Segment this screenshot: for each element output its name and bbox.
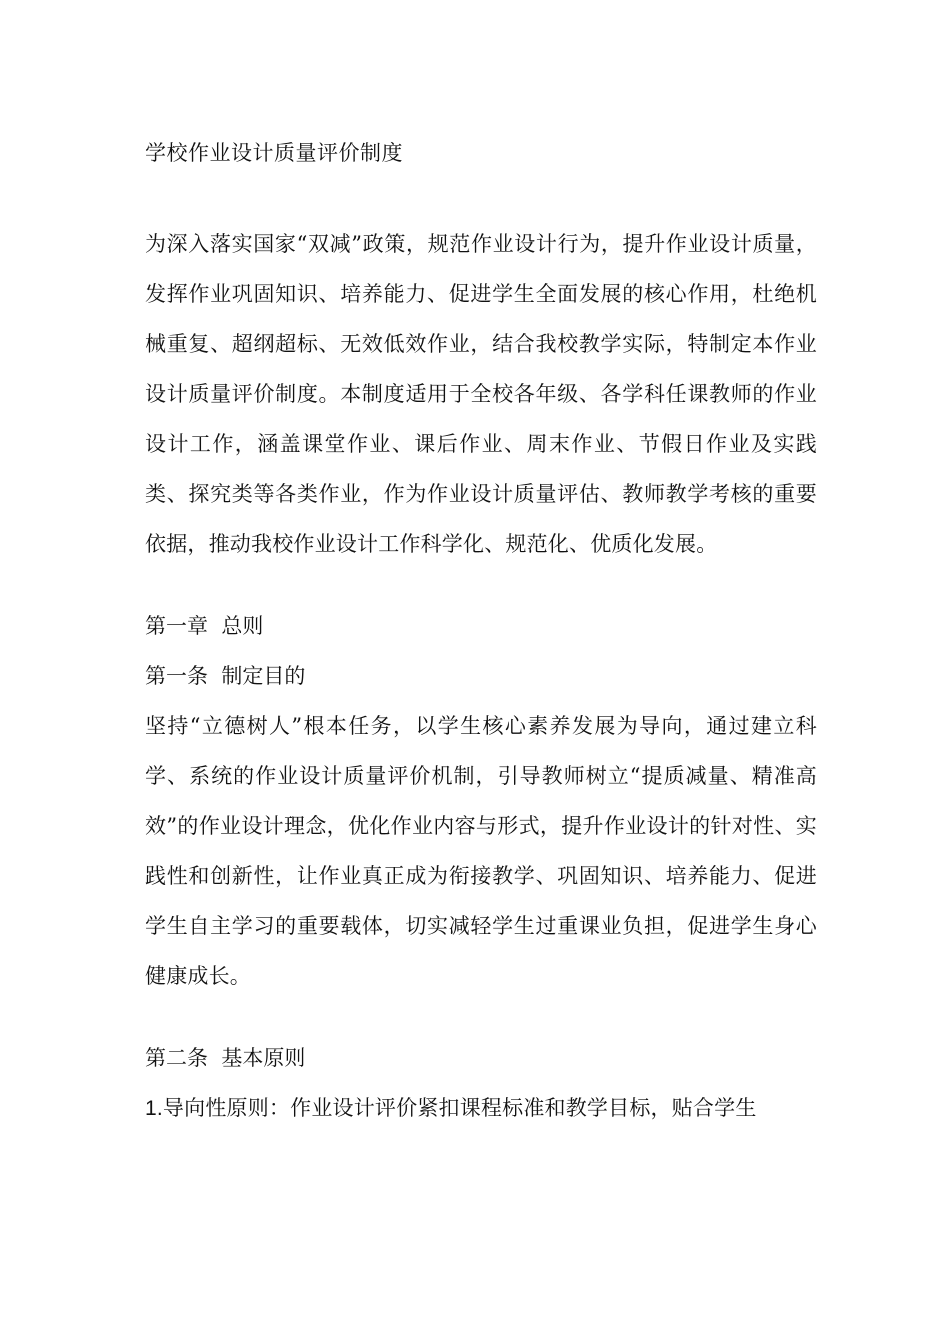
item-number: 1. bbox=[145, 1097, 163, 1120]
document-title: 学校作业设计质量评价制度 bbox=[145, 141, 403, 165]
article-heading: 第二条 基本原则 bbox=[145, 1046, 306, 1070]
intro-paragraph: 为深入落实国家“双减”政策，规范作业设计行为，提升作业设计质量，发挥作业巩固知识、培养能力、促进学生全面发展的核心作用，杜绝机械重复、超纲超标、无效低效作业，结合我校教学实际，特制定本作业设计质量评价制度。本制度适用于全校各年级、各学科任课教师的作业设计工作，涵盖课堂作业、课后作业、周末作业、节假日作业及实践类、探究类等各类作业，作为作业设计质量评估、教师教学考核的重要依据，推动我校作业设计工作科学化、规范化、优质化发展。 bbox=[145, 232, 817, 556]
principle-item bbox=[145, 1083, 817, 1134]
item-text: 导向性原则：作业设计评价紧扣课程标准和教学目标，贴合学生 bbox=[162, 1096, 757, 1120]
spacer bbox=[145, 1001, 817, 1033]
document-body bbox=[145, 136, 817, 1134]
article-heading: 第一条 制定目的 bbox=[145, 664, 306, 688]
chapter-heading: 第一章 总则 bbox=[145, 614, 264, 638]
article-paragraph: 坚持“立德树人”根本任务，以学生核心素养发展为导向，通过建立科学、系统的作业设计质量评价机制，引导教师树立“提质减量、精准高效”的作业设计理念，优化作业内容与形式，提升作业设计的针对性、实践性和创新性，让作业真正成为衔接教学、巩固知识、培养能力、促进学生自主学习的重要载体，切实减轻学生过重课业负担，促进学生身心健康成长。 bbox=[145, 714, 817, 988]
spacer bbox=[145, 569, 817, 601]
